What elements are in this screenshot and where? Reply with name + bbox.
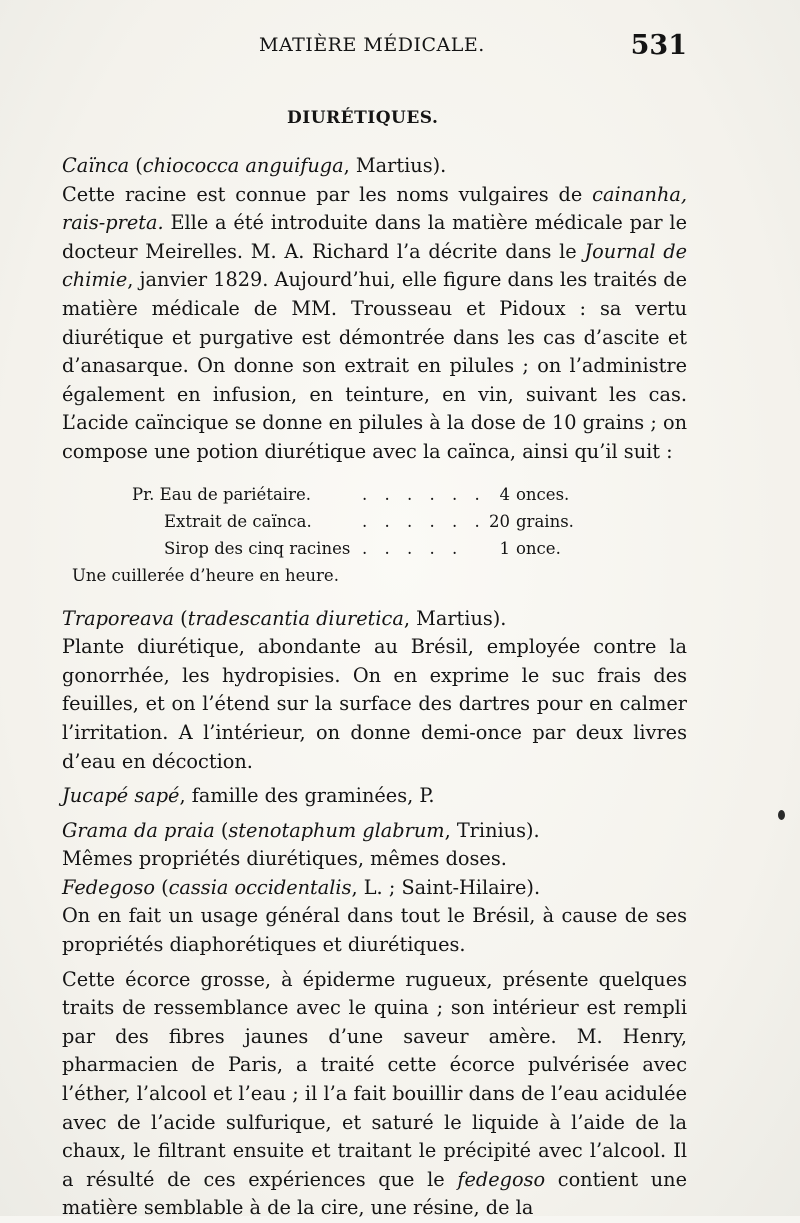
formula-unit: once. <box>516 538 561 558</box>
formula-row <box>62 481 687 508</box>
entry-name: Grama da praia <box>62 818 215 842</box>
page-header <box>62 30 687 64</box>
entry-heading-traporeava: Traporeava (tradescantia diuretica, Martius). <box>62 606 507 630</box>
entry-author: , Trinius). <box>444 818 540 842</box>
formula-unit: onces. <box>516 484 570 504</box>
formula-ingredient: Sirop des cinq racines <box>164 538 351 558</box>
entry-latin-name: tradescantia diuretica <box>187 606 404 630</box>
entry-name: Fedegoso <box>62 875 155 899</box>
ink-speck <box>778 810 785 820</box>
formula-ingredient: Extrait de caïnca. <box>164 511 312 531</box>
entry-heading-grama: Grama da praia (stenotaphum glabrum, Trinius). <box>62 818 540 842</box>
running-head: MATIÈRE MÉDICALE. <box>259 34 485 56</box>
formula-leader-dots: . . . . . . <box>362 511 486 531</box>
page-number: 531 <box>630 30 687 61</box>
formula-unit: grains. <box>516 511 574 531</box>
entry-author: , L. ; Saint-Hilaire). <box>351 875 541 899</box>
formula-row <box>62 535 687 562</box>
entry-author: , Martius). <box>403 606 507 630</box>
formula-quantity: 1 <box>499 538 510 558</box>
entry-name: Jucapé sapé <box>62 784 180 808</box>
formula-ingredient: Pr. Eau de pariétaire. <box>132 484 311 504</box>
paragraph-grama: Mêmes propriétés diurétiques, mêmes doses. <box>62 847 507 871</box>
formula-leader-dots: . . . . . <box>362 538 464 558</box>
entry-heading-cainca: Caïnca (chiococca anguifuga, Martius). <box>62 154 447 177</box>
prescription-formula <box>62 481 687 589</box>
entry-name: Caïnca <box>62 154 130 177</box>
entry-latin-name: cassia occidentalis <box>168 875 352 899</box>
formula-quantity: 20 <box>489 511 510 531</box>
formula-quantity: 4 <box>499 484 510 504</box>
entry-latin-name: stenotaphum glabrum <box>228 818 445 842</box>
entry-name: Traporeava <box>62 606 175 630</box>
paragraph-traporeava: Plante diurétique, abondante au Brésil, employée contre la gonorrhée, les hydropisies. On en exprime le suc frais des feuilles, et on l’étend sur la surface des dartres pour en calmer l’irritation. A l’intérieur, on donne demi-once par deux livres d’eau en décoction. <box>62 635 687 773</box>
entry-latin-name: chiococca anguifuga <box>142 154 344 177</box>
entry-heading-fedegoso: Fedegoso (cassia occidentalis, L. ; Saint-Hilaire). <box>62 875 541 899</box>
formula-row <box>62 508 687 535</box>
formula-leader-dots: . . . . . . <box>362 484 486 504</box>
paragraph-fedegoso-2: Cette écorce grosse, à épiderme rugueux, présente quelques traits de ressemblance avec le quina ; son intérieur est rempli par des fibres jaunes d’une saveur amère. M. Henry, pharmacien de Paris, a traité cette écorce pulvérisée avec l’éther, l’alcool et l’eau ; il l’a fait bouillir dans de l’eau acidulée avec de l’acide sulfurique, et saturé le liquide à l’aide de la chaux, le filtrant ensuite et traitant le précipité avec l’alcool. Il a résulté de ces expériences que le fedegoso contient une matière semblable à de la cire, une résine, de la <box>62 967 687 1220</box>
entry-author: , Martius). <box>343 154 447 177</box>
paragraph-fedegoso-1: On en fait un usage général dans tout le Brésil, à cause de ses propriétés diaphorétiques et diurétiques. <box>62 904 687 957</box>
section-title: DIURÉTIQUES. <box>287 108 439 128</box>
paragraph-cainca: Cette racine est connue par les noms vulgaires de cainanha, rais-preta. Elle a été introduite dans la matière médicale par le docteur Meirelles. M. A. Richard l’a décrite dans le Journal de chimie, janvier 1829. Aujourd’hui, elle figure dans les traités de matière médicale de MM. Trousseau et Pidoux : sa vertu diurétique et purgative est démontrée dans les cas d’ascite et d’anasarque. On donne son extrait en pilules ; on l’administre également en infusion, en teinture, en vin, suivant les cas. L’acide caïncique se donne en pilules à la dose de 10 grains ; on compose une potion diurétique avec la caïnca, ainsi qu’il suit : <box>62 182 688 463</box>
body-text <box>62 152 687 1223</box>
formula-instruction: Une cuillerée d’heure en heure. <box>72 565 339 585</box>
entry-heading-jucape: Jucapé sapé, famille des graminées, P. <box>62 784 435 808</box>
